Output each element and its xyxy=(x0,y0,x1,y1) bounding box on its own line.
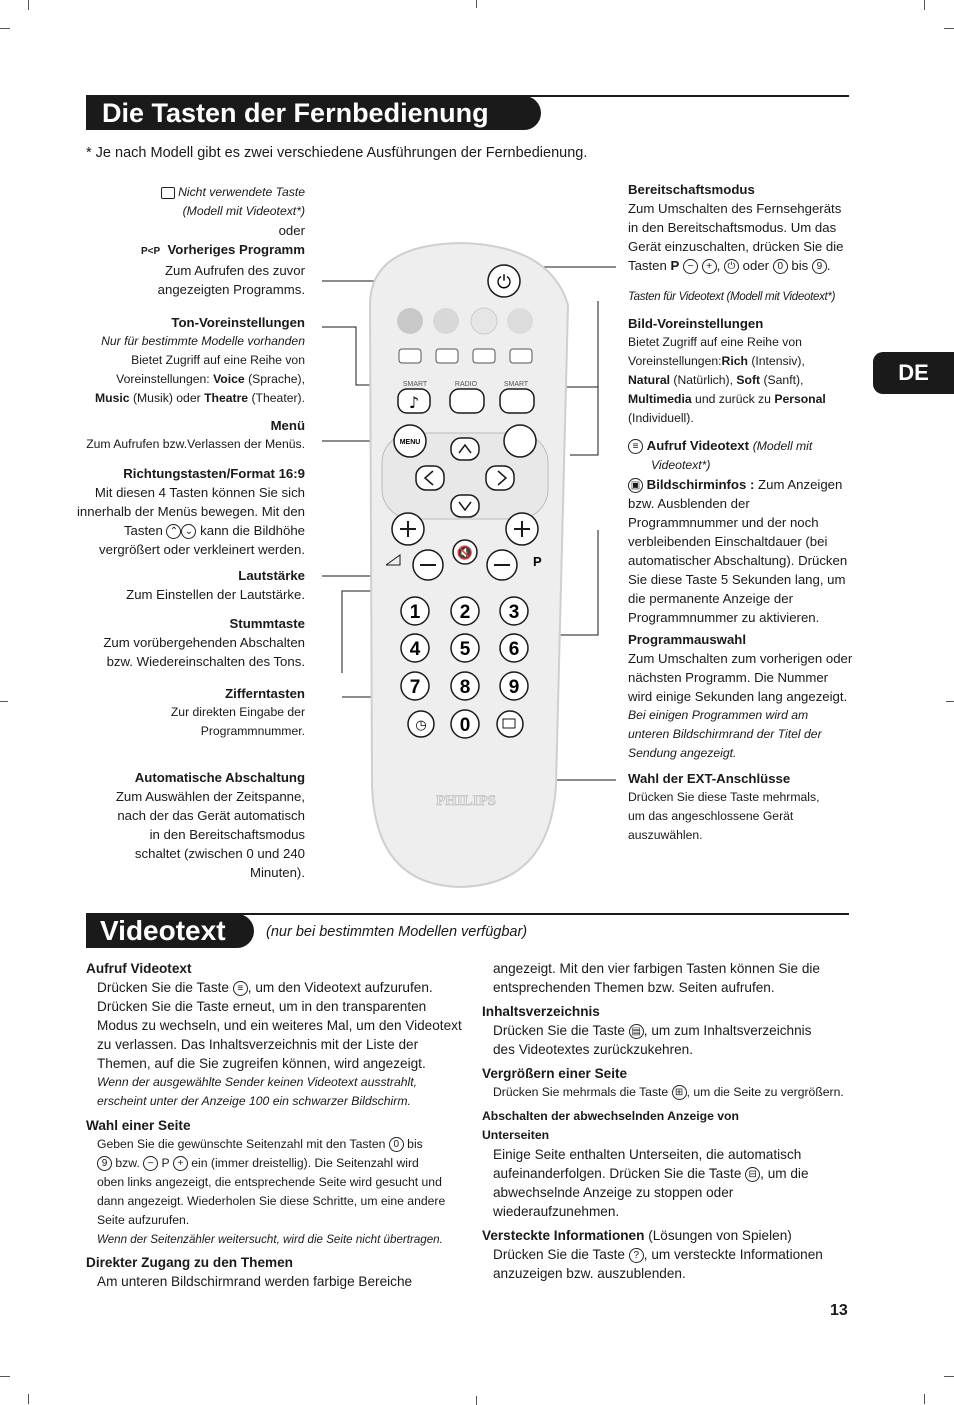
smart-picture-button xyxy=(500,389,534,413)
standby-annotation: Bereitschaftsmodus Zum Umschalten des Fernsehgeräts in den Bereitschaftsmodus. Um das Gerät einzuschalten, drücken Sie die Tasten P − + , ⏻ oder 0 bis 9 . xyxy=(628,182,844,273)
reveal-button xyxy=(510,349,532,363)
nine-key-icon: 9 xyxy=(97,1156,112,1171)
volume-annotation: Lautstärke Zum Einstellen der Lautstärke. xyxy=(126,568,305,602)
enlarge-key-icon: ⊞ xyxy=(672,1085,687,1100)
mute-icon: 🔇 xyxy=(456,546,474,561)
leader-line xyxy=(558,530,598,635)
crop-mark xyxy=(0,28,10,29)
program-selection-annotation: Programmauswahl Zum Umschalten zum vorherigen oder nächsten Programm. Die Nummer wird einige Sekunden lang angezeigt. Bei einigen Programmen wird am unteren Bildschirmrand der Titel der Sendung angezeigt. xyxy=(628,632,853,760)
leader-line xyxy=(570,301,598,455)
music-note-icon: ♪ xyxy=(408,393,420,412)
digit-label-7: 7 xyxy=(409,677,421,698)
remote-control-illustration xyxy=(300,225,620,895)
zero-key-icon: 0 xyxy=(773,259,788,274)
videotext-subtitle: (nur bei bestimmten Modellen verfügbar) xyxy=(266,924,528,940)
digit-label-5: 5 xyxy=(459,639,471,660)
menu-label: MENU xyxy=(399,439,421,446)
program-label: P xyxy=(533,554,542,569)
crop-mark xyxy=(924,1394,925,1404)
digit-label-3: 3 xyxy=(508,602,520,623)
power-key-icon: ⏻ xyxy=(724,259,739,274)
videotext-title: Videotext xyxy=(86,914,254,948)
digit-label-6: 6 xyxy=(508,639,520,660)
menu-annotation: Menü Zum Aufrufen bzw.Verlassen der Menüs. xyxy=(86,418,305,451)
crop-mark xyxy=(944,1376,954,1377)
reveal-key-icon: ? xyxy=(629,1248,644,1263)
zero-key-icon: 0 xyxy=(389,1137,404,1152)
digit-label-9: 9 xyxy=(508,677,520,698)
ext-annotation: Wahl der EXT-Anschlüsse Drücken Sie diese Taste mehrmals, um das angeschlossene Gerät auszuwählen. xyxy=(628,771,820,842)
info-key-icon: ▣ xyxy=(628,478,643,493)
teletext-keys-note: Tasten für Videotext (Modell mit Videotext*) xyxy=(628,291,836,303)
digit-label-1: 1 xyxy=(409,602,421,623)
crop-mark xyxy=(0,1376,10,1377)
radio-label: RADIO xyxy=(454,381,478,388)
up-key-icon: ⌃ xyxy=(166,524,181,539)
radio-button xyxy=(450,389,484,413)
left-button xyxy=(416,466,444,490)
digit-label-8: 8 xyxy=(459,677,471,698)
digit-label-2: 2 xyxy=(459,602,471,623)
digits-annotation: Zifferntasten Zur direkten Eingabe der Programmnummer. xyxy=(170,686,305,738)
language-tab: DE xyxy=(873,352,954,394)
yellow-color-button xyxy=(471,308,497,334)
ext-button xyxy=(497,711,523,737)
down-key-icon: ⌄ xyxy=(181,524,196,539)
direction-annotation: Richtungstasten/Format 16:9 Mit diesen 4 Tasten können Sie sich innerhalb der Menüs bewegen. Mit den Tasten ⌃ ⌄ kann die Bildhöhe vergrößert oder verkleinert werden. xyxy=(77,466,305,557)
prev-program-icon: P<P xyxy=(140,246,161,257)
plus-key-icon: + xyxy=(173,1156,188,1171)
teletext-key-icon: ≡ xyxy=(233,981,248,996)
digit-label-0: 0 xyxy=(459,715,471,736)
red-color-button xyxy=(397,308,423,334)
blue-color-button xyxy=(507,308,533,334)
hold-key-icon: ⊟ xyxy=(745,1167,760,1182)
teletext-button xyxy=(504,425,536,457)
up-button xyxy=(451,438,479,460)
teletext-info-annotation: ≡ Aufruf Videotext (Modell mit Videotext*) ▣ Bildschirminfos : Zum Anzeigen bzw. Ausblenden der Programmnummer und der noch verbleibenden Einschaltdauer (bei automatischer Abschaltung). Drücken Sie diese Taste 5 Sekunden lang, um die permanente Anzeige der Programmnummer zu aktivieren. xyxy=(628,438,848,625)
index-button xyxy=(399,349,421,363)
sound-presets-annotation: Ton-Voreinstellungen Nur für bestimmte Modelle vorhanden Bietet Zugriff auf eine Reihe von Voreinstellungen: Voice (Sprache), Music (Musik) oder Theatre (Theater). xyxy=(95,315,305,405)
crop-mark xyxy=(944,28,954,29)
crop-mark xyxy=(946,701,954,702)
green-color-button xyxy=(433,308,459,334)
videotext-unused-icon xyxy=(161,187,175,199)
videotext-right-column: angezeigt. Mit den vier farbigen Tasten können Sie die entsprechenden Themen bzw. Seiten aufrufen. Inhaltsverzeichnis Drücken Sie die Taste ▤ , um zum Inhaltsverzeichnis des Videotextes zurückzukehren. Vergrößern einer Seite Drücken Sie mehrmals die Taste ⊞ , um die Seite zu vergrößern. Abschalten der abwechselnden Anzeige von Unterseiten Einige Seite enthalten Unterseiten, die automatisch aufeinanderfolgen. Drücken Sie die Taste ⊟ , um die abwechselnde Anzeige zu stoppen oder wiederaufzunehmen. Versteckte Informationen (Lösungen von Spielen) Drücken Sie die Taste ? , um versteckte Informationen anzuzeigen bzw. auszublenden. xyxy=(482,961,844,1281)
intro-note: * Je nach Modell gibt es zwei verschiedene Ausführungen der Fernbedienung. xyxy=(86,145,588,161)
crop-mark xyxy=(476,1396,477,1405)
down-button xyxy=(451,495,479,517)
page-number: 13 xyxy=(830,1302,848,1319)
hold-button xyxy=(473,349,495,363)
left-annotations: Nicht verwendete Taste (Modell mit Videotext*) oder P<P Vorheriges Programm Zum Aufrufen des zuvor angezeigten Programms. xyxy=(140,185,305,297)
crop-mark xyxy=(28,1394,29,1404)
smart-picture-label: SMART xyxy=(503,381,529,388)
minus-key-icon: − xyxy=(143,1156,158,1171)
picture-presets-annotation: Bild-Voreinstellungen Bietet Zugriff auf eine Reihe von Voreinstellungen:Rich (Intensiv), Natural (Natürlich), Soft (Sanft), Multimedia und zurück zu Personal (Individuell). xyxy=(628,316,826,425)
videotext-left-column: Aufruf Videotext Drücken Sie die Taste ≡ , um den Videotext aufzurufen. Drücken Sie die Taste erneut, um in den transparenten Modus zu wechseln, und ein weiteres Mal, um den Videotext zu verlassen. Das Inhaltsverzeichnis mit der Liste der Themen, auf die Sie zugreifen können, wird angezeigt. Wenn der ausgewählte Sender keinen Videotext ausstrahlt, erscheint unter der Anzeige 100 ein schwarzer Bildschirm. Wahl einer Seite Geben Sie die gewünschte Seitenzahl mit den Tasten 0 bis 9 bzw. − P + ein (immer dreistellig). Die Seitenzahl wird oben links angezeigt, die entsprechende Seite wird gesucht und dann angezeigt. Wiederholen Sie diese Schritte, um eine andere Seite aufzurufen. Wenn der Seitenzähler weitersucht, wird die Seite nicht übertragen. Direkter Zugang zu den Themen Am unteren Bildschirmrand werden farbige Bereiche xyxy=(86,961,462,1289)
crop-mark xyxy=(0,701,8,702)
clock-icon: ◷ xyxy=(415,718,427,733)
mute-annotation: Stummtaste Zum vorübergehenden Abschalten bzw. Wiedereinschalten des Tons. xyxy=(103,616,305,669)
smart-sound-label: SMART xyxy=(402,381,428,388)
digit-label-4: 4 xyxy=(409,639,421,660)
crop-mark xyxy=(924,0,925,10)
nine-key-icon: 9 xyxy=(812,259,827,274)
sleep-timer-annotation: Automatische Abschaltung Zum Auswählen der Zeitspanne, nach der das Gerät automatisch in den Bereitschaftsmodus schaltet (zwischen 0 und 240 Minuten). xyxy=(115,770,305,880)
plus-key-icon: + xyxy=(702,259,717,274)
section-title: Die Tasten der Fernbedienung xyxy=(86,96,541,130)
power-icon: ⏻ xyxy=(496,272,512,293)
enlarge-button xyxy=(436,349,458,363)
crop-mark xyxy=(28,0,29,10)
index-key-icon: ▤ xyxy=(629,1024,644,1039)
minus-key-icon: − xyxy=(683,259,698,274)
crop-mark xyxy=(476,0,477,8)
right-button xyxy=(486,466,514,490)
brand-logo: PHILIPS xyxy=(435,793,497,809)
teletext-key-icon: ≡ xyxy=(628,439,643,454)
